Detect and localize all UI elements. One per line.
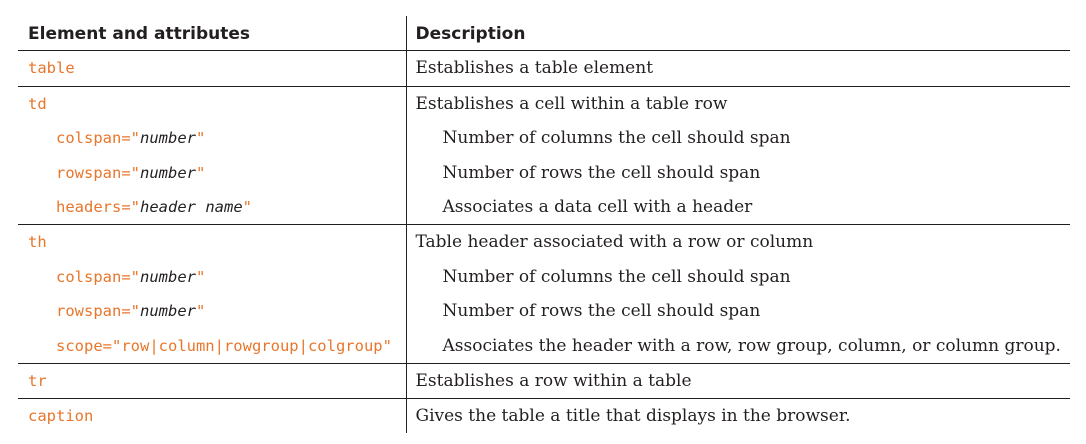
column-header-description: Description [406, 16, 1070, 50]
element-name: caption [28, 406, 94, 425]
table-row [18, 398, 1070, 433]
attribute-quote: " [196, 129, 206, 148]
element-name: td [28, 94, 47, 113]
attribute-value: number [140, 129, 196, 148]
attribute-description: Associates a data cell with a header [406, 190, 1070, 225]
element-description: Establishes a table element [406, 50, 1070, 86]
table-row [18, 329, 1070, 364]
element-description: Establishes a row within a table [406, 364, 1070, 399]
table-row [18, 121, 1070, 156]
attribute-description: Number of columns the cell should span [406, 259, 1070, 294]
attribute-description: Number of rows the cell should span [406, 294, 1070, 329]
element-description: Gives the table a title that displays in the browser. [406, 398, 1070, 433]
reference-table [18, 16, 1070, 433]
attribute-key: colspan=" [56, 129, 140, 148]
attribute-name [18, 294, 406, 329]
attribute-key: colspan=" [56, 267, 140, 286]
attribute-value: number [140, 163, 196, 182]
element-name: th [28, 233, 47, 252]
attribute-quote: " [242, 198, 252, 217]
attribute-name [18, 121, 406, 156]
attribute-quote: " [196, 163, 206, 182]
table-row [18, 190, 1070, 225]
element-description: Establishes a cell within a table row [406, 86, 1070, 121]
attribute-name [18, 190, 406, 225]
element-name: table [18, 50, 406, 86]
attribute-key: rowspan=" [56, 302, 140, 321]
table-row [18, 50, 1070, 86]
attribute-value: number [140, 302, 196, 321]
attribute-quote: " [196, 267, 206, 286]
attribute-description: Associates the header with a row, row group, column, or column group. [406, 329, 1070, 364]
column-header-element: Element and attributes [18, 16, 406, 50]
attribute-value: header name [140, 198, 243, 217]
attribute-quote: " [196, 302, 206, 321]
element-name: tr [18, 364, 406, 399]
attribute-description: Number of columns the cell should span [406, 121, 1070, 156]
attribute-name: scope="row|column|rowgroup|colgroup" [18, 329, 406, 364]
attribute-value: number [140, 267, 196, 286]
table-row [18, 294, 1070, 329]
attribute-key: rowspan=" [56, 163, 140, 182]
attribute-description: Number of rows the cell should span [406, 155, 1070, 190]
attribute-name [18, 155, 406, 190]
attribute-key: headers=" [56, 198, 140, 217]
table-row [18, 259, 1070, 294]
element-description: Table header associated with a row or column [406, 225, 1070, 260]
table-row [18, 155, 1070, 190]
table-row [18, 364, 1070, 399]
header-row [18, 16, 1070, 50]
table-row [18, 86, 1070, 121]
attribute-name [18, 259, 406, 294]
table-row [18, 225, 1070, 260]
